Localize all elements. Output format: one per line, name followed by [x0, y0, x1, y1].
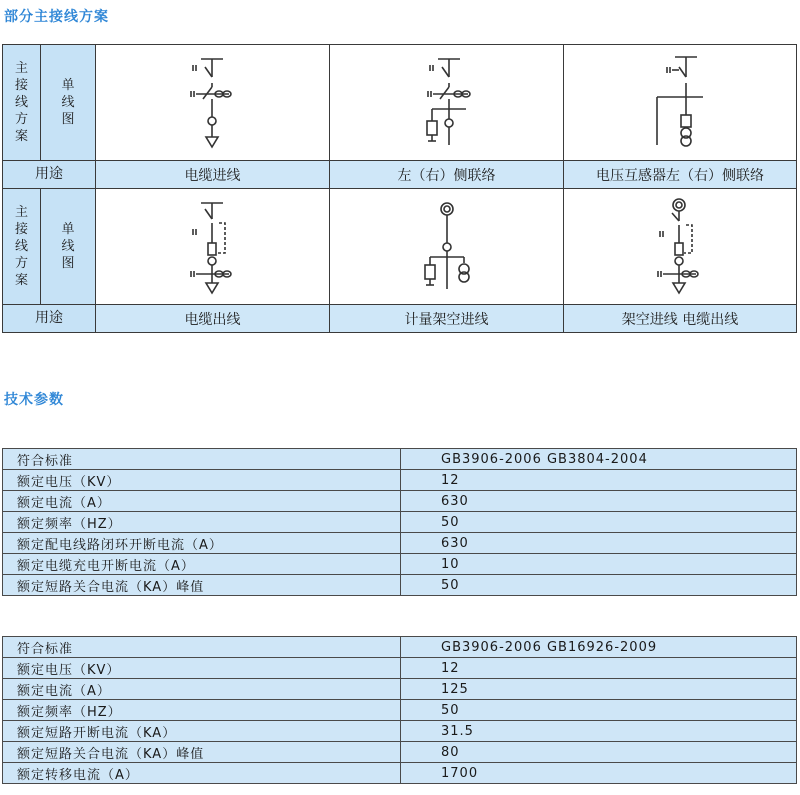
param-name: 额定转移电流（A） — [3, 763, 401, 784]
param-name: 额定短路关合电流（KA）峰值 — [3, 742, 401, 763]
table-row — [3, 533, 797, 554]
single-line-diagram-icon — [650, 197, 710, 297]
diagram-overhead-in-cable-out — [564, 189, 797, 305]
table-row — [3, 658, 797, 679]
use-overhead-in-cable-out: 架空进线 电缆出线 — [564, 305, 797, 333]
param-name: 额定短路关合电流（KA）峰值 — [3, 575, 401, 596]
row-label-diagram-2: 单 线 图 — [41, 189, 96, 305]
param-value: 125 — [401, 679, 797, 700]
row-label-diagram-1: 单 线 图 — [41, 45, 96, 161]
param-value: 12 — [401, 470, 797, 491]
single-line-diagram-icon — [183, 197, 243, 297]
param-value: 12 — [401, 658, 797, 679]
param-name: 额定短路开断电流（KA） — [3, 721, 401, 742]
param-value: 50 — [401, 700, 797, 721]
diagram-cable-incoming — [96, 45, 330, 161]
table-row — [3, 470, 797, 491]
use-cable-outgoing: 电缆出线 — [96, 305, 330, 333]
param-value: GB3906-2006 GB3804-2004 — [401, 449, 797, 470]
single-line-diagram-icon — [645, 53, 715, 153]
param-name: 额定电压（KV） — [3, 658, 401, 679]
param-name: 额定电压（KV） — [3, 470, 401, 491]
param-value: 1700 — [401, 763, 797, 784]
scheme-section-title: 部分主接线方案 — [4, 9, 109, 25]
param-value: 80 — [401, 742, 797, 763]
wiring-scheme-table — [2, 44, 797, 333]
row-label-use-1: 用途 — [3, 161, 96, 189]
single-line-diagram-icon — [183, 53, 243, 153]
row-label-scheme-2: 主 接 线 方 案 — [3, 189, 41, 305]
table-row — [3, 700, 797, 721]
param-name: 额定电流（A） — [3, 491, 401, 512]
param-name: 额定电缆充电开断电流（A） — [3, 554, 401, 575]
param-value: 50 — [401, 575, 797, 596]
use-left-right-tie: 左（右）侧联络 — [330, 161, 564, 189]
param-value: 630 — [401, 491, 797, 512]
param-value: GB3906-2006 GB16926-2009 — [401, 637, 797, 658]
table-row — [3, 512, 797, 533]
tech-params-table-1 — [2, 448, 797, 596]
table-row — [3, 491, 797, 512]
param-name: 符合标准 — [3, 449, 401, 470]
param-value: 50 — [401, 512, 797, 533]
row-label-scheme-1: 主 接 线 方 案 — [3, 45, 41, 161]
params-section-title: 技术参数 — [4, 392, 64, 408]
param-name: 符合标准 — [3, 637, 401, 658]
table-row — [3, 637, 797, 658]
single-line-diagram-icon — [412, 197, 482, 297]
table-row — [3, 742, 797, 763]
param-value: 630 — [401, 533, 797, 554]
table-row — [3, 721, 797, 742]
table-row — [3, 679, 797, 700]
table-row — [3, 449, 797, 470]
single-line-diagram-icon — [412, 53, 482, 153]
use-pt-left-right-tie: 电压互感器左（右）侧联络 — [564, 161, 797, 189]
param-name: 额定配电线路闭环开断电流（A） — [3, 533, 401, 554]
param-value: 31.5 — [401, 721, 797, 742]
diagram-cable-outgoing — [96, 189, 330, 305]
param-name: 额定频率（HZ） — [3, 700, 401, 721]
diagram-left-right-tie — [330, 45, 564, 161]
row-label-use-2: 用途 — [3, 305, 96, 333]
tech-params-table-2 — [2, 636, 797, 784]
param-name: 额定频率（HZ） — [3, 512, 401, 533]
table-row — [3, 554, 797, 575]
use-metering-overhead-incoming: 计量架空进线 — [330, 305, 564, 333]
table-row — [3, 763, 797, 784]
table-row — [3, 575, 797, 596]
diagram-pt-left-right-tie — [564, 45, 797, 161]
param-value: 10 — [401, 554, 797, 575]
param-name: 额定电流（A） — [3, 679, 401, 700]
diagram-metering-overhead-incoming — [330, 189, 564, 305]
use-cable-incoming: 电缆进线 — [96, 161, 330, 189]
